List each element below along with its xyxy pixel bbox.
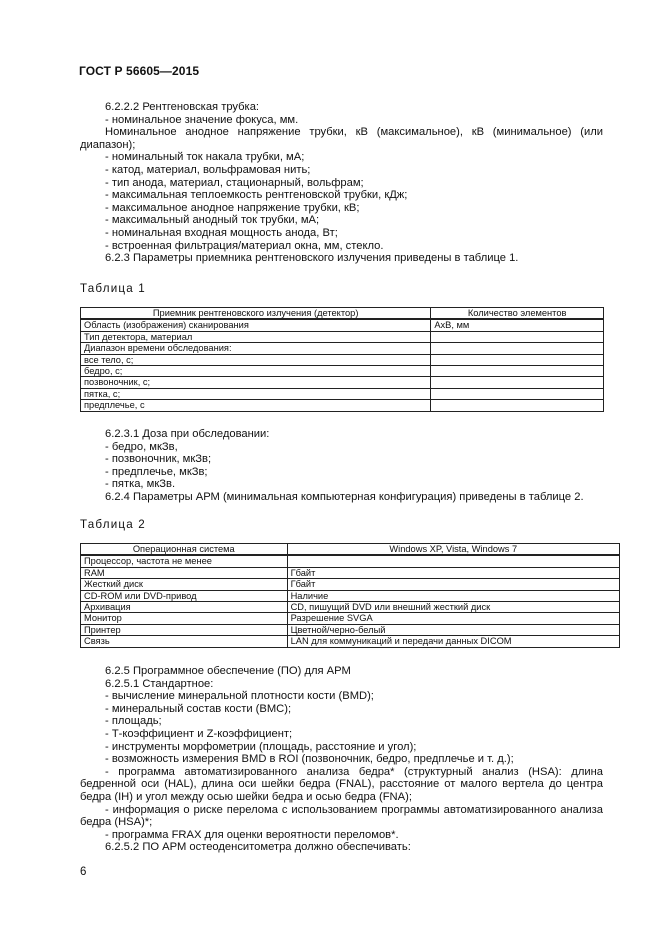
table-cell: LAN для коммуникаций и передачи данных DICOM bbox=[287, 636, 619, 647]
table-row bbox=[81, 343, 604, 354]
table-row bbox=[81, 400, 604, 411]
table-cell: Жесткий диск bbox=[81, 579, 288, 590]
paragraph: - номинальный ток накала трубки, мА; bbox=[105, 151, 305, 164]
document-header: ГОСТ Р 56605—2015 bbox=[79, 64, 200, 78]
table-row bbox=[81, 388, 604, 399]
paragraph: Номинальное анодное напряжение трубки, кВ (максимальное), кВ (минимальное) (или диапазон); bbox=[80, 126, 603, 151]
paragraph: - бедро, мкЗв, bbox=[105, 440, 178, 453]
paragraph: - инструменты морфометрии (площадь, расстояние и угол); bbox=[105, 740, 417, 753]
table-row bbox=[81, 555, 620, 567]
table-cell: Диапазон времени обследования: bbox=[81, 343, 431, 354]
workstation-table bbox=[80, 543, 620, 648]
table-row bbox=[81, 624, 620, 635]
table-row bbox=[81, 636, 620, 647]
table-row bbox=[81, 613, 620, 624]
paragraph: 6.2.5 Программное обеспечение (ПО) для АРМ bbox=[105, 665, 351, 677]
table-cell: Гбайт bbox=[287, 567, 619, 578]
table-cell: Цветной/черно-белый bbox=[287, 624, 619, 635]
section-software bbox=[80, 665, 603, 854]
table1-caption: Таблица 1 bbox=[80, 282, 146, 295]
table-cell: позвоночник, с; bbox=[81, 377, 431, 388]
table-cell: Процессор, частота не менее bbox=[81, 555, 288, 567]
table-cell bbox=[431, 331, 604, 342]
table-cell: Монитор bbox=[81, 613, 288, 624]
paragraph: - возможность измерения BMD в ROI (позвоночник, бедро, предплечье и т. д.); bbox=[105, 753, 514, 766]
table-row bbox=[81, 579, 620, 590]
table-cell: Разрешение SVGA bbox=[287, 613, 619, 624]
table-header-cell: Приемник рентгеновского излучения (детектор) bbox=[81, 308, 431, 320]
table-cell: Связь bbox=[81, 636, 288, 647]
paragraph: - тип анода, материал, стационарный, вольфрам; bbox=[105, 176, 364, 189]
paragraph: 6.2.3 Параметры приемника рентгеновского излучения приведены в таблице 1. bbox=[105, 252, 519, 265]
paragraph: 6.2.2.2 Рентгеновская трубка: bbox=[105, 101, 260, 113]
table-cell bbox=[431, 366, 604, 377]
table-row bbox=[81, 567, 620, 578]
paragraph: - площадь; bbox=[105, 715, 162, 728]
paragraph: - катод, материал, вольфрамовая нить; bbox=[105, 163, 311, 176]
table-cell: Гбайт bbox=[287, 579, 619, 590]
table-header-cell: Операционная система bbox=[81, 544, 288, 556]
table-cell bbox=[431, 354, 604, 365]
paragraph: - Т-коэффициент и Z-коэффициент; bbox=[105, 727, 293, 740]
table-cell: предплечье, с bbox=[81, 400, 431, 411]
paragraph: - пятка, мкЗв. bbox=[105, 478, 176, 491]
paragraph: - вычисление минеральной плотности кости (BMD); bbox=[105, 690, 374, 703]
table-cell: Область (изображения) сканирования bbox=[81, 319, 431, 331]
paragraph: - предплечье, мкЗв; bbox=[105, 465, 208, 478]
paragraph: - программа автоматизированного анализа бедра* (структурный анализ (HSA): длина бедренной оси (HAL), длина оси шейки бедра (FNAL), расстояние от малого вертела до центра бедра (IH) и угол между осью шейки бедра и осью бедра (FNA); bbox=[80, 765, 603, 803]
section-tube-params bbox=[80, 101, 603, 265]
table-row bbox=[81, 331, 604, 342]
table-cell: все тело, с; bbox=[81, 354, 431, 365]
table-header-row bbox=[81, 308, 604, 320]
table-row bbox=[81, 319, 604, 331]
paragraph: - максимальный анодный ток трубки, мА; bbox=[105, 214, 320, 227]
table-row bbox=[81, 590, 620, 601]
table-header-cell: Windows XP, Vista, Windows 7 bbox=[287, 544, 619, 556]
paragraph: - встроенная фильтрация/материал окна, мм, стекло. bbox=[105, 239, 384, 252]
table-row bbox=[81, 602, 620, 613]
table-row bbox=[81, 377, 604, 388]
table-cell: пятка, с; bbox=[81, 388, 431, 399]
paragraph: 6.2.3.1 Доза при обследовании: bbox=[105, 428, 270, 440]
page-number: 6 bbox=[80, 866, 87, 878]
table-cell: CD, пишущий DVD или внешний жесткий диск bbox=[287, 602, 619, 613]
table-cell: CD-ROM или DVD-привод bbox=[81, 590, 288, 601]
table-header-row bbox=[81, 544, 620, 556]
paragraph: 6.2.5.1 Стандартное: bbox=[105, 677, 214, 690]
table-cell: Принтер bbox=[81, 624, 288, 635]
table-row bbox=[81, 366, 604, 377]
table-cell bbox=[431, 400, 604, 411]
paragraph: - информация о риске перелома с использованием программы автоматизированного анализа бедра (HSA)*; bbox=[80, 803, 603, 829]
paragraph: - номинальное значение фокуса, мм. bbox=[105, 113, 299, 126]
paragraph: 6.2.4 Параметры АРМ (минимальная компьютерная конфигурация) приведены в таблице 2. bbox=[105, 490, 584, 503]
table-cell: Архивация bbox=[81, 602, 288, 613]
table-row bbox=[81, 354, 604, 365]
table-cell: Наличие bbox=[287, 590, 619, 601]
paragraph: - программа FRAX для оценки вероятности переломов*. bbox=[105, 828, 399, 841]
detector-table bbox=[80, 307, 604, 412]
paragraph: - минеральный состав кости (BMC); bbox=[105, 702, 292, 715]
table-header-cell: Количество элементов bbox=[431, 308, 604, 320]
paragraph: - позвоночник, мкЗв; bbox=[105, 453, 212, 466]
table-cell: бедро, с; bbox=[81, 366, 431, 377]
table-cell bbox=[431, 343, 604, 354]
table-cell bbox=[431, 388, 604, 399]
paragraph: 6.2.5.2 ПО АРМ остеоденситометра должно обеспечивать: bbox=[105, 841, 411, 854]
table-cell: Тип детектора, материал bbox=[81, 331, 431, 342]
section-dose bbox=[80, 428, 603, 504]
paragraph: - номинальная входная мощность анода, Вт; bbox=[105, 226, 338, 239]
paragraph: - максимальное анодное напряжение трубки, кВ; bbox=[105, 201, 360, 214]
table-cell bbox=[287, 555, 619, 567]
table2-caption: Таблица 2 bbox=[80, 518, 146, 531]
table-cell bbox=[431, 377, 604, 388]
paragraph: - максимальная теплоемкость рентгеновской трубки, кДж; bbox=[105, 189, 408, 202]
table-cell: RAM bbox=[81, 567, 288, 578]
table-cell: АхВ, мм bbox=[431, 319, 604, 331]
